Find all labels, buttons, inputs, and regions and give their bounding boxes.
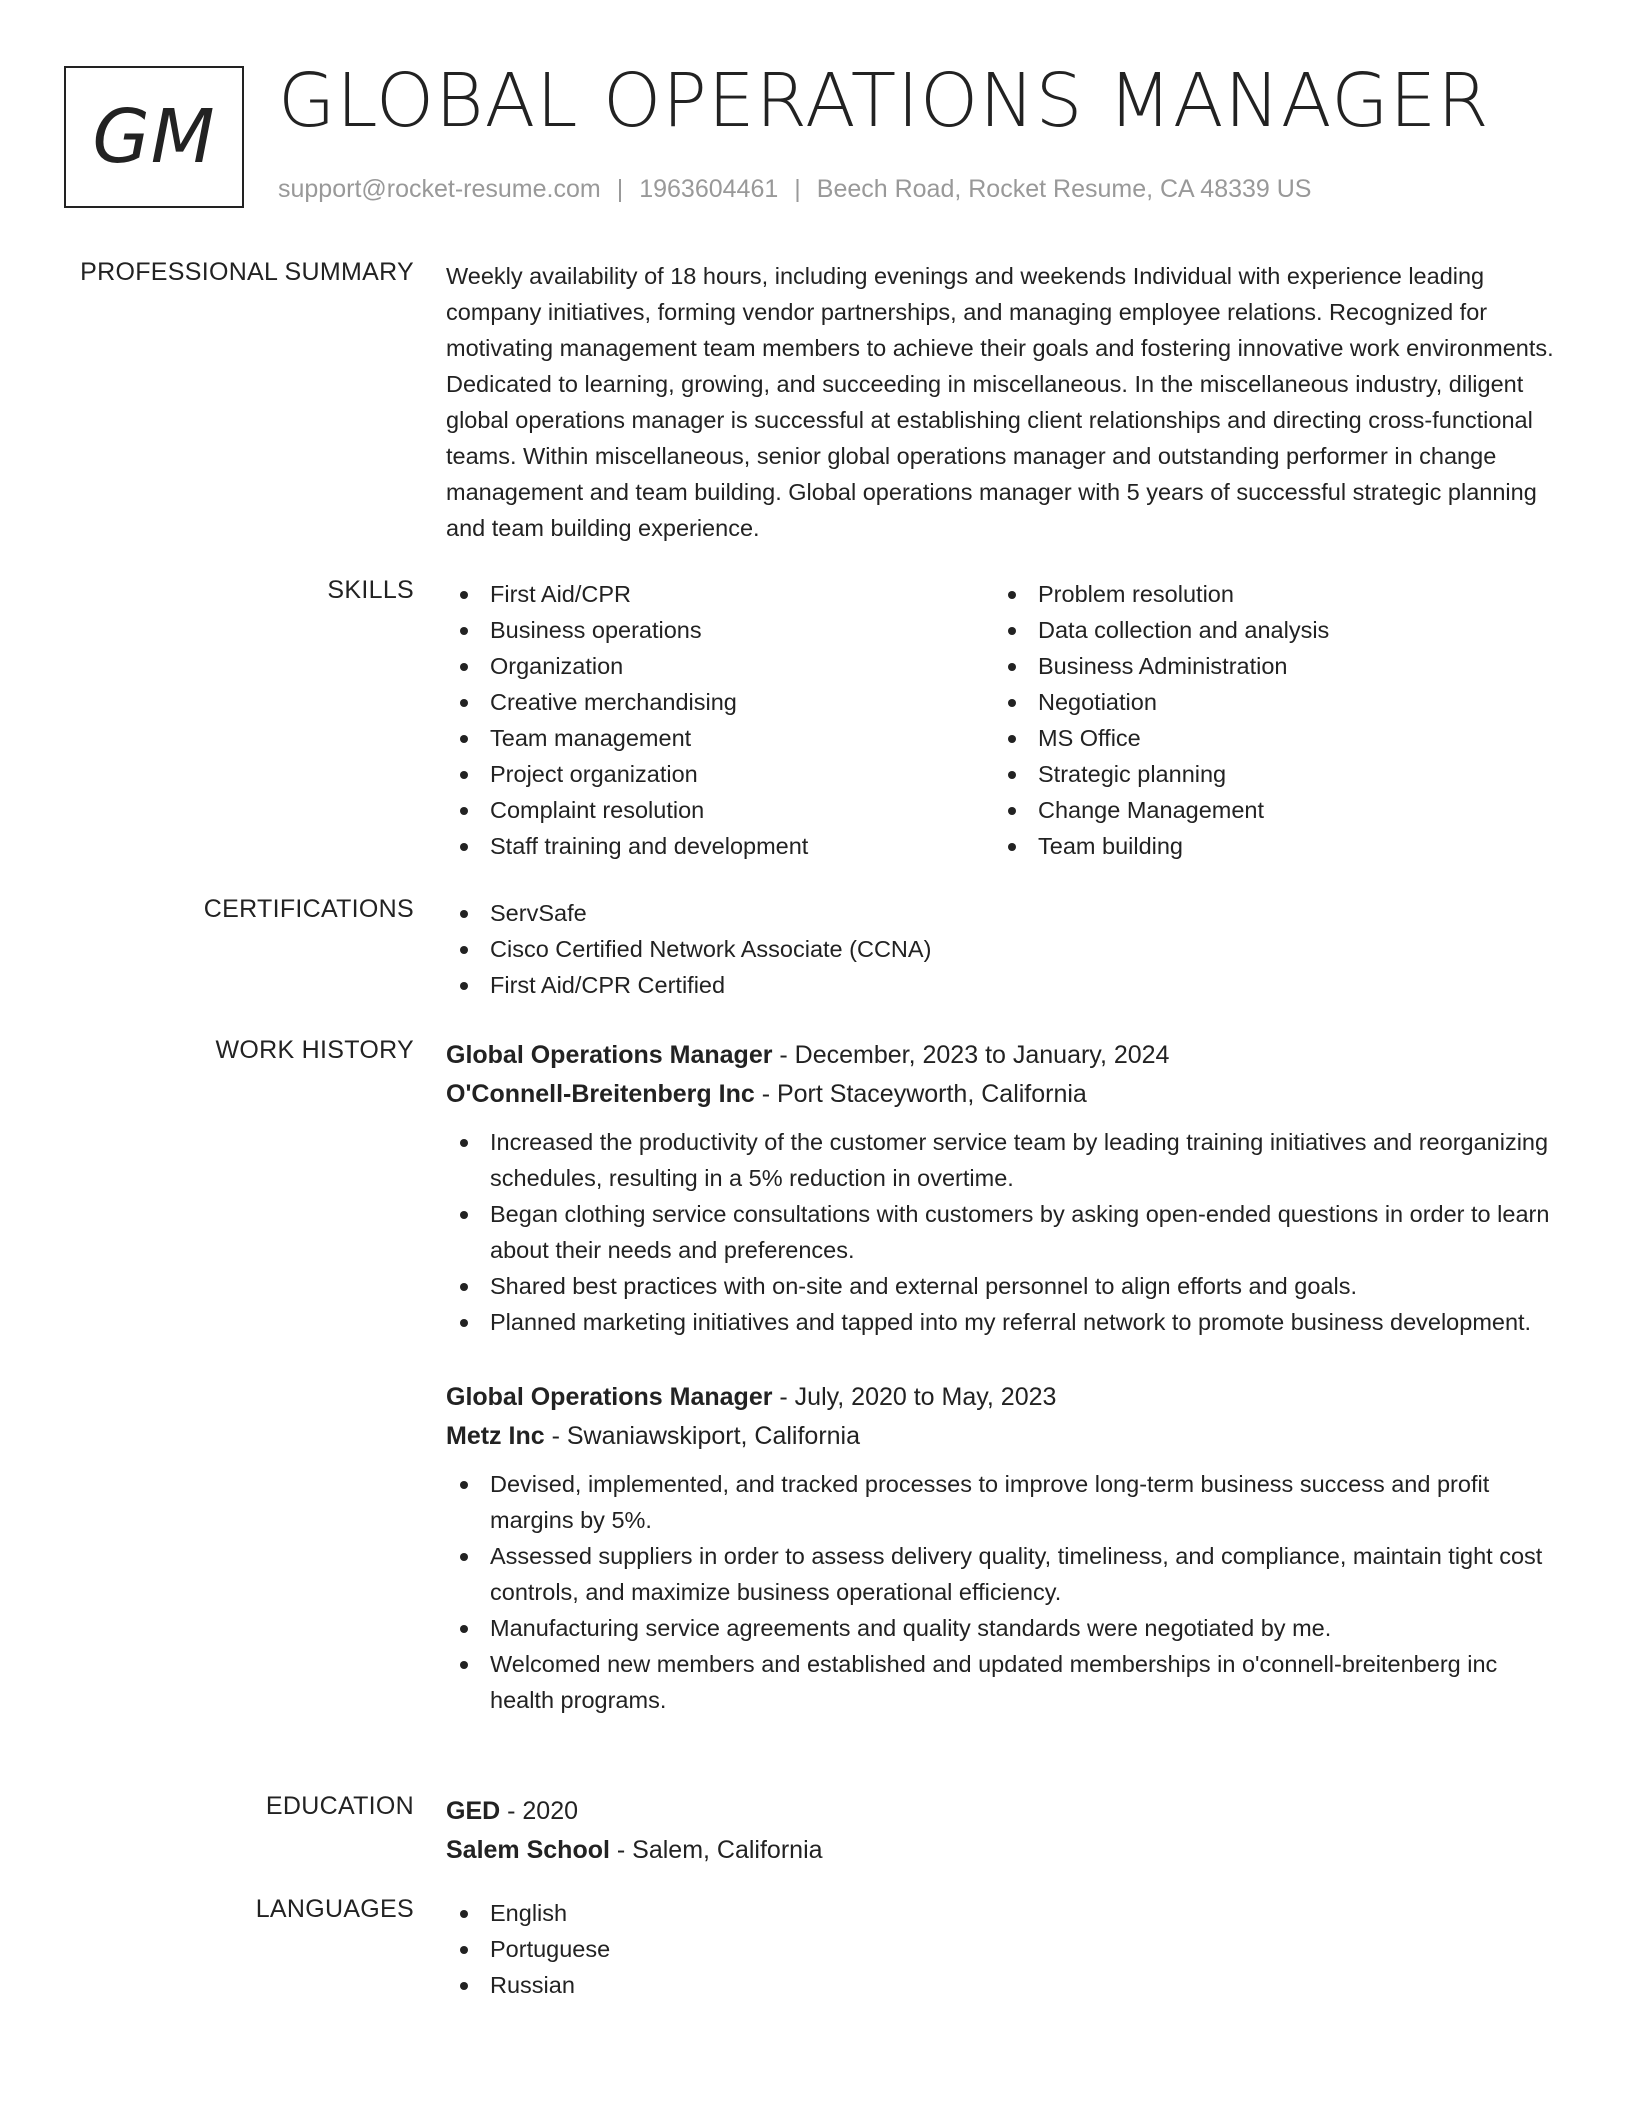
skill-item: Staff training and development [446, 828, 994, 864]
job-entry [446, 1036, 1566, 1340]
job-title-line [446, 1378, 1566, 1417]
contact-separator: | [616, 175, 624, 203]
certifications-body [446, 895, 1566, 1003]
monogram: GM [64, 66, 244, 208]
education-degree-line [446, 1792, 1566, 1831]
education-school: Salem School [446, 1836, 610, 1864]
job-duty: Manufacturing service agreements and quality standards were negotiated by me. [446, 1610, 1566, 1646]
education-year: - 2020 [500, 1797, 579, 1825]
work-history-body [446, 1036, 1566, 1718]
skill-item: Change Management [994, 792, 1542, 828]
skill-item: Team management [446, 720, 994, 756]
skill-item: First Aid/CPR [446, 576, 994, 612]
job-duty: Increased the productivity of the customer service team by leading training initiatives and reorganizing schedules, resulting in a 5% reduction in overtime. [446, 1124, 1566, 1196]
skill-item: Complaint resolution [446, 792, 994, 828]
languages-heading: LANGUAGES [255, 1895, 414, 1923]
job-duties [446, 1124, 1566, 1340]
job-company: Metz Inc [446, 1422, 545, 1450]
contact-phone: 1963604461 [639, 175, 779, 203]
skill-item: Team building [994, 828, 1542, 864]
certification-item: ServSafe [446, 895, 1566, 931]
job-location: - Swaniawskiport, California [544, 1422, 861, 1450]
job-duty: Shared best practices with on-site and external personnel to align efforts and goals. [446, 1268, 1566, 1304]
certification-item: Cisco Certified Network Associate (CCNA) [446, 931, 1566, 967]
skills-columns [446, 576, 1566, 864]
skill-item: Data collection and analysis [994, 612, 1542, 648]
education-location: - Salem, California [609, 1836, 823, 1864]
skills-heading: SKILLS [327, 576, 414, 604]
skills-list-left [446, 576, 994, 864]
education-school-line [446, 1831, 1566, 1870]
skills-list-right [994, 576, 1542, 864]
education-degree: GED [446, 1797, 501, 1825]
job-duty: Planned marketing initiatives and tapped into my referral network to promote business development. [446, 1304, 1566, 1340]
languages-body [446, 1895, 1566, 2003]
job-duties [446, 1466, 1566, 1718]
job-entry [446, 1378, 1566, 1718]
job-title-line [446, 1036, 1566, 1075]
language-item: English [446, 1895, 1566, 1931]
job-duty: Welcomed new members and established and updated memberships in o'connell-breitenberg inc health programs. [446, 1646, 1566, 1718]
summary-text: Weekly availability of 18 hours, including evenings and weekends Individual with experience leading company initiatives, forming vendor partnerships, and managing employee relations. Recognized for motivating management team members to achieve their goals and fostering innovative work environments. Dedicated to learning, growing, and succeeding in miscellaneous. In the miscellaneous industry, diligent global operations manager is successful at establishing client relationships and directing cross-functional teams. Within miscellaneous, senior global operations manager and outstanding performer in change management and team building. Global operations manager with 5 years of successful strategic planning and team building experience. [446, 263, 1554, 541]
job-duty: Assessed suppliers in order to assess delivery quality, timeliness, and compliance, maintain tight cost controls, and maximize business operational efficiency. [446, 1538, 1566, 1610]
job-dates: - December, 2023 to January, 2024 [772, 1041, 1170, 1069]
job-location: - Port Staceyworth, California [754, 1080, 1087, 1108]
certifications-heading: CERTIFICATIONS [203, 895, 414, 923]
work-history-heading: WORK HISTORY [215, 1036, 414, 1064]
job-title: Global Operations Manager [446, 1041, 773, 1069]
job-company-line [446, 1417, 1566, 1456]
education-body [446, 1792, 1566, 1870]
language-item: Portuguese [446, 1931, 1566, 1967]
summary-heading: PROFESSIONAL SUMMARY [80, 258, 414, 286]
languages-list [446, 1895, 1566, 2003]
job-duty: Devised, implemented, and tracked processes to improve long-term business success and profit margins by 5%. [446, 1466, 1566, 1538]
skill-item: Creative merchandising [446, 684, 994, 720]
skill-item: Project organization [446, 756, 994, 792]
certification-item: First Aid/CPR Certified [446, 967, 1566, 1003]
skill-item: Strategic planning [994, 756, 1542, 792]
skill-item: Business Administration [994, 648, 1542, 684]
contact-email: support@rocket-resume.com [278, 175, 601, 203]
skill-item: Business operations [446, 612, 994, 648]
contact-separator: | [794, 175, 801, 203]
skill-item: MS Office [994, 720, 1542, 756]
language-item: Russian [446, 1967, 1566, 2003]
job-duty: Began clothing service consultations with customers by asking open-ended questions in order to learn about their needs and preferences. [446, 1196, 1566, 1268]
certifications-list [446, 895, 1566, 1003]
job-company-line [446, 1075, 1566, 1114]
resume-name: GLOBAL OPERATIONS MANAGER [278, 58, 1490, 144]
job-company: O'Connell-Breitenberg Inc [446, 1080, 755, 1108]
skill-item: Problem resolution [994, 576, 1542, 612]
job-dates: - July, 2020 to May, 2023 [772, 1383, 1057, 1411]
education-heading: EDUCATION [265, 1792, 414, 1820]
job-title: Global Operations Manager [446, 1383, 773, 1411]
skill-item: Organization [446, 648, 994, 684]
contact-line [278, 175, 1311, 204]
skill-item: Negotiation [994, 684, 1542, 720]
contact-address: Beech Road, Rocket Resume, CA 48339 US [816, 175, 1312, 203]
